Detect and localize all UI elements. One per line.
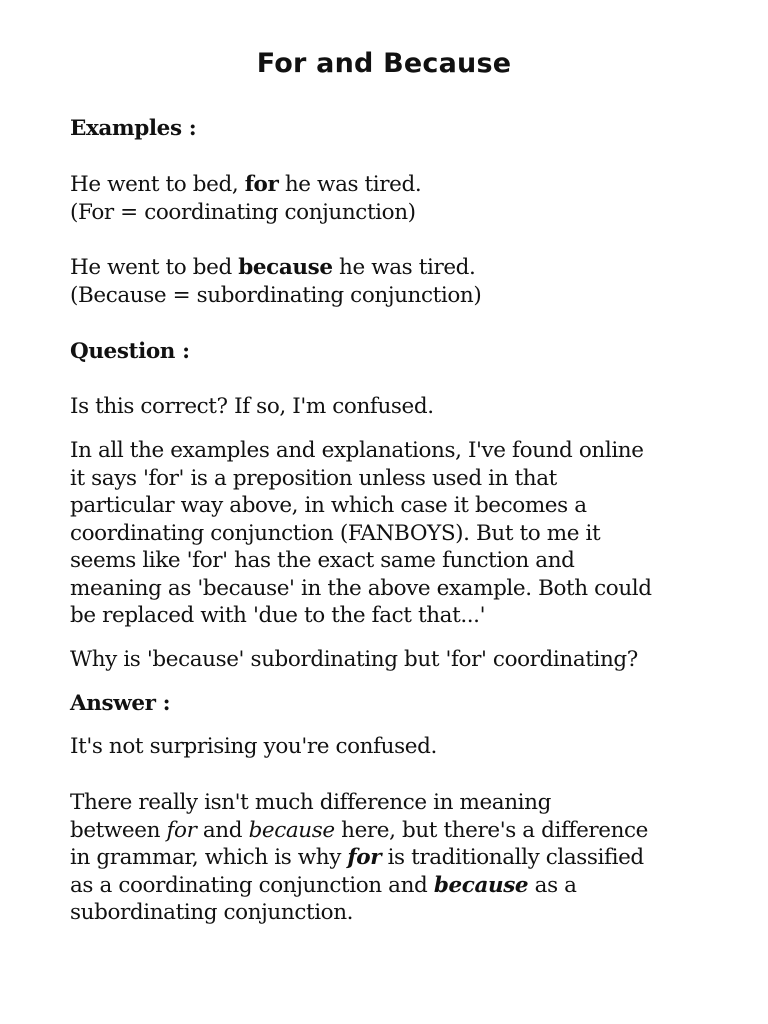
answer-text: as a coordinating conjunction and bbox=[70, 872, 434, 898]
answer-paragraph-2 bbox=[70, 789, 710, 927]
answer-text: and bbox=[196, 817, 249, 843]
answer-text: is traditionally classified bbox=[381, 845, 644, 870]
example-1 bbox=[70, 171, 710, 226]
answer-italic-for: for bbox=[166, 817, 197, 843]
example-1-text-before: He went to bed, bbox=[70, 172, 245, 197]
example-1-sentence bbox=[70, 171, 710, 199]
example-2 bbox=[70, 254, 710, 309]
example-2-text-after: he was tired. bbox=[332, 255, 476, 280]
example-2-sentence bbox=[70, 254, 710, 282]
answer-p2-line-5: subordinating conjunction. bbox=[70, 900, 354, 925]
question-paragraph-3: Why is 'because' subordinating but 'for' coordinating? bbox=[70, 647, 638, 672]
answer-italic-because: because bbox=[248, 817, 335, 843]
examples-heading: Examples : bbox=[70, 116, 197, 141]
answer-text: as a bbox=[528, 872, 577, 898]
answer-bold-italic-because: because bbox=[433, 872, 529, 898]
page-title: For and Because bbox=[256, 48, 512, 79]
example-2-keyword: because bbox=[238, 255, 333, 280]
example-2-text-before: He went to bed bbox=[70, 255, 239, 280]
answer-p2-line-2 bbox=[70, 817, 710, 845]
question-p2-line: seems like 'for' has the exact same function and bbox=[70, 548, 575, 573]
question-p2-line: In all the examples and explanations, I've found online bbox=[70, 438, 644, 463]
example-2-note: (Because = subordinating conjunction) bbox=[70, 282, 482, 308]
answer-bold-italic-for: for bbox=[347, 845, 382, 870]
example-1-note: (For = coordinating conjunction) bbox=[70, 199, 416, 225]
question-paragraph-2 bbox=[70, 437, 710, 630]
answer-text: here, but there's a difference bbox=[334, 817, 649, 843]
question-p2-line: it says 'for' is a preposition unless used in that bbox=[70, 465, 557, 491]
example-1-text-after: he was tired. bbox=[278, 172, 422, 197]
question-p2-line: particular way above, in which case it becomes a bbox=[70, 493, 587, 518]
question-p2-line: be replaced with 'due to the fact that...' bbox=[70, 603, 486, 628]
answer-text: between bbox=[70, 817, 167, 843]
question-p2-line: coordinating conjunction (FANBOYS). But to me it bbox=[70, 520, 601, 546]
answer-p2-line-3 bbox=[70, 844, 710, 872]
answer-paragraph-1: It's not surprising you're confused. bbox=[70, 734, 437, 759]
answer-text: in grammar, which is why bbox=[70, 845, 348, 870]
answer-p2-line-4 bbox=[70, 872, 710, 900]
answer-heading: Answer : bbox=[70, 691, 171, 716]
question-heading: Question : bbox=[70, 339, 190, 364]
question-paragraph-1: Is this correct? If so, I'm confused. bbox=[70, 394, 434, 419]
example-1-keyword: for bbox=[244, 172, 279, 197]
answer-p2-line-1: There really isn't much difference in meaning bbox=[70, 790, 551, 815]
question-p2-line: meaning as 'because' in the above example. Both could bbox=[70, 575, 652, 601]
